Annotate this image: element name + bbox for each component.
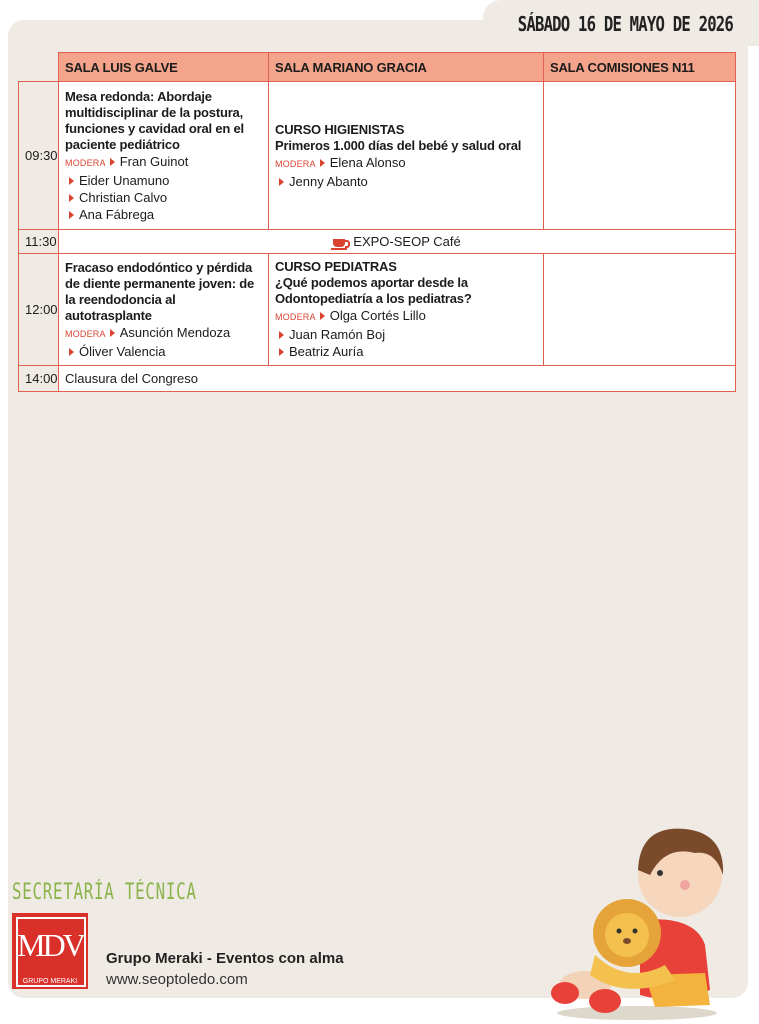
speaker-name: Ana Fábrega — [79, 206, 155, 222]
bullet-icon — [69, 194, 74, 202]
moderator-label: MODERA — [275, 158, 316, 169]
moderator-line — [275, 154, 537, 173]
mdv-logo — [12, 913, 88, 989]
section-title: SECRETARÍA TÉCNICA — [12, 880, 197, 905]
bullet-icon — [320, 312, 325, 320]
moderator-label: MODERA — [275, 312, 316, 322]
bullet-icon — [279, 178, 284, 186]
session-cell-empty — [544, 254, 736, 366]
bullet-icon — [279, 348, 284, 356]
moderator-line — [65, 153, 262, 172]
room-header: SALA COMISIONES N11 — [544, 53, 736, 82]
bullet-icon — [320, 159, 325, 167]
time-header-blank — [19, 53, 59, 82]
session-cell — [59, 82, 269, 230]
bullet-icon — [69, 348, 74, 356]
session-cell-empty — [544, 82, 736, 230]
closing-row — [19, 366, 736, 392]
room-header: SALA LUIS GALVE — [59, 53, 269, 82]
time-cell: 12:00 — [19, 254, 59, 366]
moderator-line — [65, 324, 262, 343]
logo-text: MDV — [17, 927, 83, 963]
session-title: Fracaso endodóntico y pérdida de diente permanente joven: de la reendodoncia al autotrasplante — [65, 259, 255, 323]
course-name: CURSO PEDIATRAS — [275, 259, 397, 274]
moderator-label: MODERA — [65, 157, 106, 168]
speaker-line — [275, 343, 537, 360]
speaker-name: Jenny Abanto — [289, 173, 368, 189]
lion-eye — [633, 929, 638, 934]
bullet-icon — [279, 331, 284, 339]
moderator-name: Olga Cortés Lillo — [329, 308, 426, 323]
time-cell: 14:00 — [19, 366, 59, 392]
coffee-break — [59, 230, 736, 254]
speaker-name: Juan Ramón Boj — [289, 327, 386, 342]
course-name: CURSO HIGIENISTAS — [275, 121, 405, 137]
bullet-icon — [110, 158, 115, 166]
lion-face — [605, 913, 649, 957]
room-header: SALA MARIANO GRACIA — [269, 53, 544, 82]
coffee-break-label: EXPO-SEOP Café — [353, 234, 461, 249]
child-with-lion-illustration — [545, 815, 730, 1020]
coffee-cup-icon — [333, 239, 345, 247]
program-table — [18, 52, 736, 392]
session-title: Mesa redonda: Abordaje multidisciplinar de la postura, funciones y cavidad oral en el paciente pediátrico — [65, 88, 244, 152]
speaker-line — [275, 326, 537, 343]
moderator-line — [275, 307, 537, 326]
bullet-icon — [69, 211, 74, 219]
moderator-name: Elena Alonso — [329, 154, 406, 170]
lion-eye — [617, 929, 622, 934]
speaker-name: Christian Calvo — [79, 189, 168, 205]
speaker-line — [65, 172, 262, 189]
break-row — [19, 230, 736, 254]
session-title: Primeros 1.000 días del bebé y salud oral — [275, 137, 522, 153]
schedule-date: SÁBADO 16 DE MAYO DE 2026 — [517, 12, 733, 36]
speaker-name: Beatriz Auría — [289, 344, 364, 359]
child-eye — [657, 870, 663, 876]
session-title: ¿Qué podemos aportar desde la Odontopediatría a los pediatras? — [275, 275, 472, 306]
speaker-line — [275, 173, 537, 190]
moderator-label: MODERA — [65, 328, 106, 339]
session-row-1200 — [19, 254, 736, 366]
bullet-icon — [110, 329, 115, 337]
session-cell — [269, 82, 544, 230]
speaker-line — [65, 343, 262, 360]
illustration-shadow — [557, 1006, 717, 1020]
child-cheek — [680, 880, 690, 890]
closing-label: Clausura del Congreso — [59, 366, 736, 392]
time-cell: 09:30 — [19, 82, 59, 230]
moderator-name: Asunción Mendoza — [119, 324, 231, 340]
session-cell — [59, 254, 269, 366]
date-tab — [483, 0, 759, 46]
speaker-line — [65, 206, 262, 223]
website-link[interactable]: www.seoptoledo.com — [106, 971, 248, 988]
header-row — [19, 53, 736, 82]
child-sock — [589, 989, 621, 1013]
session-cell — [269, 254, 544, 366]
lion-nose — [623, 938, 631, 944]
company-name: Grupo Meraki - Eventos con alma — [106, 950, 344, 967]
child-sock — [551, 982, 579, 1004]
bullet-icon — [69, 177, 74, 185]
time-cell: 11:30 — [19, 230, 59, 254]
session-row-0930 — [19, 82, 736, 230]
moderator-name: Fran Guinot — [119, 153, 189, 169]
speaker-name: Eider Unamuno — [79, 172, 170, 188]
speaker-name: Óliver Valencia — [79, 343, 166, 359]
speaker-line — [65, 189, 262, 206]
logo-subtext: GRUPO MERAKI — [22, 978, 78, 985]
